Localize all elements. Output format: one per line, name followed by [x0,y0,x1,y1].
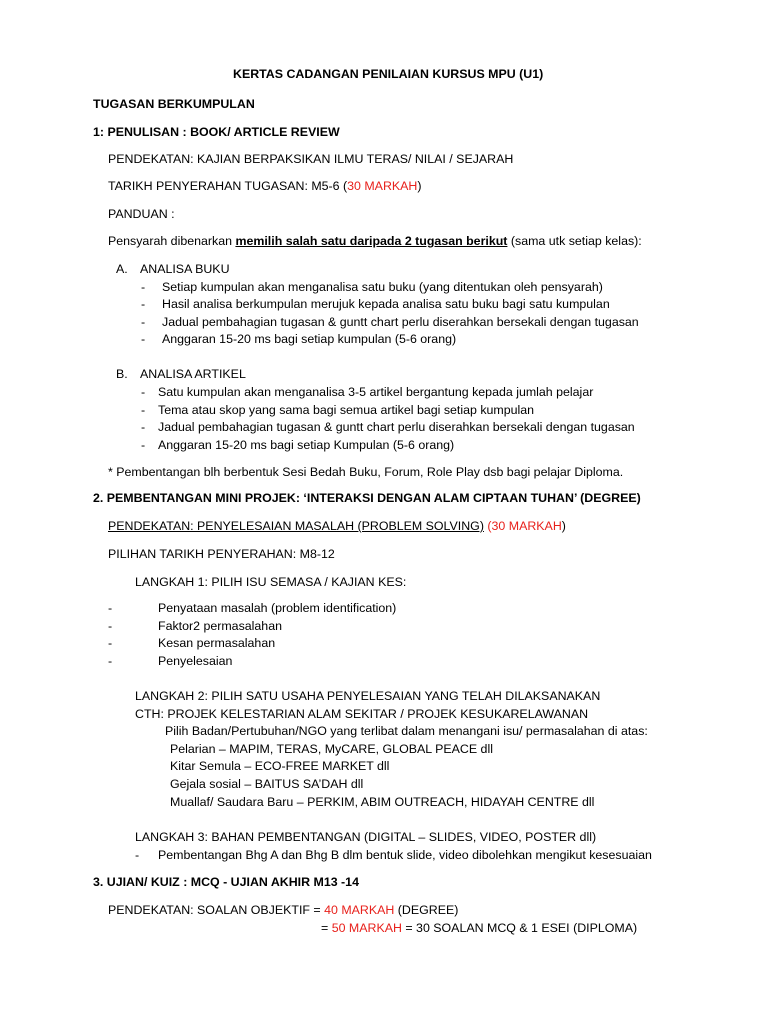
option-b-title: ANALISA ARTIKEL [140,367,246,381]
list-item: Hasil analisa berkumpulan merujuk kepada analisa satu buku bagi satu kumpulan [162,297,610,311]
list-dash: - [141,403,146,417]
step2-heading: LANGKAH 2: PILIH SATU USAHA PENYELESAIAN YANG TELAH DILAKSANAKAN [135,689,601,703]
org-item: Kitar Semula – ECO-FREE MARKET dll [170,759,390,773]
list-dash: - [108,636,113,650]
section2-date: PILIHAN TARIKH PENYERAHAN: M8-12 [108,547,335,561]
list-item: Anggaran 15-20 ms bagi setiap Kumpulan (5-6 orang) [158,438,455,452]
list-item: Anggaran 15-20 ms bagi setiap kumpulan (5-6 orang) [162,332,457,346]
submission-suffix: ) [417,179,422,193]
list-dash: - [141,315,146,329]
document-title: KERTAS CADANGAN PENILAIAN KURSUS MPU (U1) [233,67,544,81]
lecturer-suffix: (sama utk setiap kelas): [507,234,642,248]
section1-submission [108,178,422,194]
section3-approach [108,902,458,918]
list-dash: - [141,297,146,311]
list-item: Kesan permasalahan [158,636,276,650]
list-item: Penyelesaian [158,654,233,668]
list-dash: - [141,385,146,399]
step1-heading: LANGKAH 1: PILIH ISU SEMASA / KAJIAN KES: [135,575,407,589]
lecturer-prefix: Pensyarah dibenarkan [108,234,236,248]
list-item: Penyataan masalah (problem identification) [158,601,397,615]
mark-diploma-suffix: = 30 SOALAN MCQ & 1 ESEI (DIPLOMA) [401,921,638,935]
approach-label: PENDEKATAN: SOALAN OBJEKTIF = [108,903,325,917]
section3-diploma [321,920,637,936]
list-item: Satu kumpulan akan menganalisa 3-5 artikel bergantung kepada jumlah pelajar [158,385,594,399]
mark-degree-suffix: (DEGREE) [394,903,459,917]
list-dash: - [108,654,113,668]
equals-sign: = [321,921,332,935]
option-b-letter: B. [116,367,128,381]
section1-guide: PANDUAN : [108,207,175,221]
org-item: Pelarian – MAPIM, TERAS, MyCARE, GLOBAL PEACE dll [170,742,493,756]
list-item: Jadual pembahagian tugasan & guntt chart perlu diserahkan bersekali dengan tugasan [162,315,639,329]
list-dash: - [141,332,146,346]
section1-lecturer-note [108,233,642,249]
org-item: Muallaf/ Saudara Baru – PERKIM, ABIM OUTREACH, HIDAYAH CENTRE dll [170,795,595,809]
section2-approach [108,518,566,534]
section1-heading: 1: PENULISAN : BOOK/ ARTICLE REVIEW [93,125,340,139]
group-heading: TUGASAN BERKUMPULAN [93,97,255,111]
step2-example: CTH: PROJEK KELESTARIAN ALAM SEKITAR / PROJEK KESUKARELAWANAN [135,707,589,721]
list-item: Pembentangan Bhg A dan Bhg B dlm bentuk slide, video dibolehkan mengikut kesesuaian [158,848,652,862]
list-dash: - [141,438,146,452]
list-dash: - [108,601,113,615]
mark-degree: 40 MARKAH [324,903,395,917]
lecturer-emphasis: memilih salah satu daripada 2 tugasan berikut [235,234,508,248]
org-item: Gejala sosial – BAITUS SA’DAH dll [170,777,364,791]
list-item: Setiap kumpulan akan menganalisa satu buku (yang ditentukan oleh pensyarah) [162,280,603,294]
submission-prefix: TARIKH PENYERAHAN TUGASAN: M5-6 ( [108,179,348,193]
option-a-letter: A. [116,262,128,276]
list-item: Faktor2 permasalahan [158,619,282,633]
list-dash: - [108,619,113,633]
approach-suffix: ) [561,519,566,533]
step3-heading: LANGKAH 3: BAHAN PEMBENTANGAN (DIGITAL – SLIDES, VIDEO, POSTER dll) [135,830,597,844]
list-dash: - [141,420,146,434]
mark-diploma: 50 MARKAH [331,921,402,935]
option-a-title: ANALISA BUKU [140,262,230,276]
list-item: Tema atau skop yang sama bagi semua artikel bagi setiap kumpulan [158,403,535,417]
section3-heading: 3. UJIAN/ KUIZ : MCQ - UJIAN AKHIR M13 -14 [93,875,359,889]
list-dash: - [135,848,140,862]
approach-underlined: PENDEKATAN: PENYELESAIAN MASALAH (PROBLEM SOLVING) [108,519,484,533]
list-dash: - [141,280,146,294]
section1-approach: PENDEKATAN: KAJIAN BERPAKSIKAN ILMU TERAS/ NILAI / SEJARAH [108,152,514,166]
section1-footnote: * Pembentangan blh berbentuk Sesi Bedah Buku, Forum, Role Play dsb bagi pelajar Diploma. [108,465,624,479]
approach-mark: (30 MARKAH [487,519,562,533]
step2-pick: Pilih Badan/Pertubuhan/NGO yang terlibat dalam menangani isu/ permasalahan di atas: [165,724,648,738]
section2-heading: 2. PEMBENTANGAN MINI PROJEK: ‘INTERAKSI DENGAN ALAM CIPTAAN TUHAN’ (DEGREE) [93,491,641,505]
submission-mark: 30 MARKAH [347,179,418,193]
list-item: Jadual pembahagian tugasan & guntt chart perlu diserahkan bersekali dengan tugasan [158,420,635,434]
